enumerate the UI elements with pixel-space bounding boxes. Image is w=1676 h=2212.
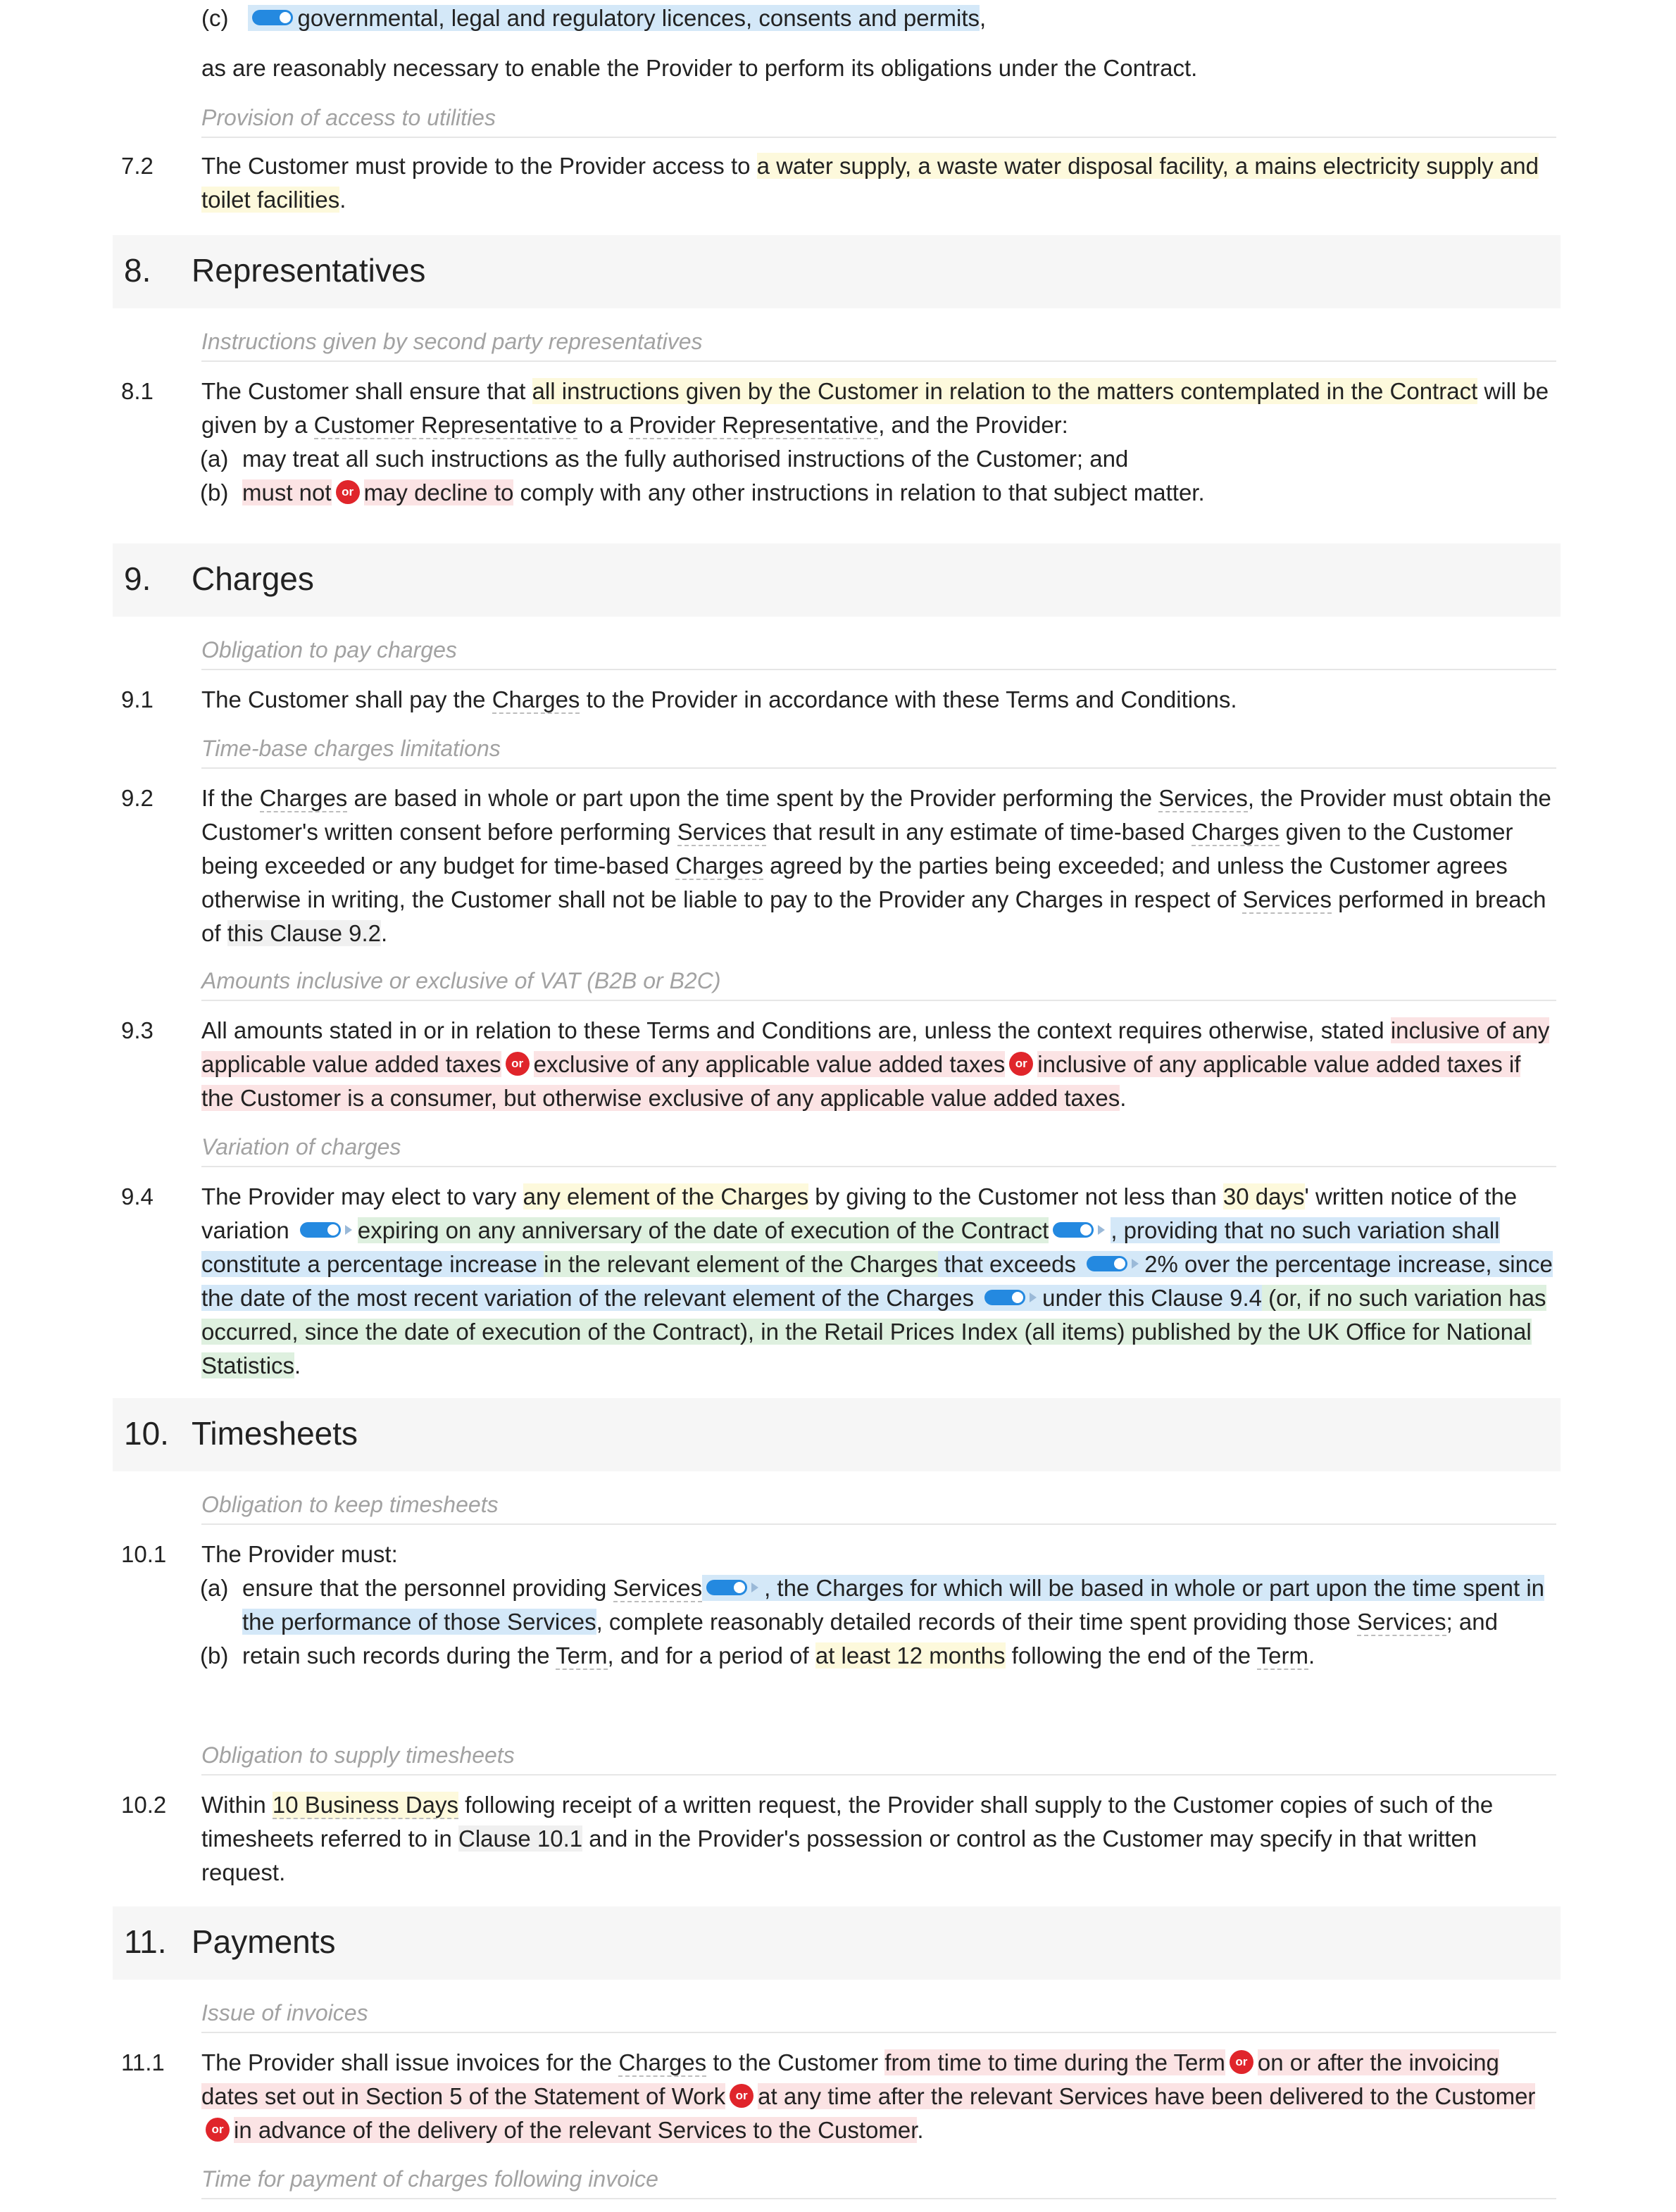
toggle-switch-icon[interactable] [984, 1290, 1025, 1305]
defined-term[interactable]: Services [1242, 886, 1332, 912]
clause-text: . [294, 1352, 301, 1378]
defined-term[interactable]: Charges [259, 785, 348, 811]
section-number: 10. [124, 1415, 169, 1452]
toggle-switch-icon[interactable] [706, 1580, 747, 1595]
clause-text: following receipt of a written request, the Provider shall supply to the Customer copies of such of the timesheets referred to in [201, 1792, 1494, 1852]
clause-text: ' written notice of the variation [201, 1183, 1518, 1243]
section-title: Timesheets [192, 1415, 358, 1452]
editable-highlight[interactable]: a water supply, a waste water disposal facility, a mains electricity supply and toilet facilities [201, 153, 1539, 213]
drafting-note: Amounts inclusive or exclusive of VAT (B2B or B2C) [201, 964, 1556, 1001]
or-badge-icon[interactable]: or [206, 2118, 230, 2142]
clause-10-2 [201, 1788, 1553, 1890]
sub-item-label: (a) [200, 446, 229, 472]
clause-text: to the Provider in accordance with these Terms and Conditions. [580, 686, 1237, 712]
drafting-note: Obligation to pay charges [201, 634, 1556, 670]
clause-9-4 [201, 1180, 1553, 1383]
sub-item-label: (b) [200, 1642, 229, 1669]
clause-7-item-c [201, 1, 986, 35]
or-badge-icon[interactable]: or [1230, 2050, 1253, 2074]
clause-number: 9.3 [121, 1017, 154, 1043]
drafting-note: Obligation to keep timesheets [201, 1488, 1556, 1525]
option-text[interactable]: inclusive of any applicable value added taxes if the Customer is a consumer, but otherwise exclusive of any applicable value added taxes [201, 1051, 1521, 1111]
option-text[interactable]: in advance of the delivery of the relevant Services to the Customer [234, 2117, 918, 2143]
drafting-note: Time-base charges limitations [201, 732, 1556, 769]
toggle-arrow-icon [1030, 1293, 1037, 1302]
punctuation: , [980, 5, 987, 31]
option-text[interactable]: inclusive of any applicable value added taxes [201, 1017, 1550, 1077]
toggle-arrow-icon [1132, 1259, 1139, 1269]
sub-item-text: , and for a period of [607, 1642, 815, 1669]
editable-highlight[interactable]: 30 days [1222, 1183, 1305, 1209]
clause-text: , the Provider must obtain the Customer's written consent before performing [201, 785, 1551, 845]
defined-term[interactable]: Provider Representative [629, 412, 879, 438]
editable-highlight[interactable]: any element of the Charges [523, 1183, 809, 1209]
clause-number: 8.1 [121, 378, 154, 404]
sub-item-text: may treat all such instructions as the fully authorised instructions of the Customer; and [242, 446, 1129, 472]
toggle-switch-icon[interactable] [300, 1222, 341, 1238]
clause-text: The Provider shall issue invoices for the [201, 2049, 619, 2075]
optional-text[interactable]: (or, if no such variation has occurred, since the date of execution of the Contract), in the Retail Prices Index (all items) published by the UK Office for National Statistics [201, 1285, 1546, 1378]
defined-term[interactable]: Charges [492, 686, 580, 712]
clause-text: are based in whole or part upon the time spent by the Provider performing the [347, 785, 1159, 811]
clause-text: to the Customer [706, 2049, 885, 2075]
option-text[interactable]: from time to time during the Term [884, 2049, 1225, 2075]
sub-item-text: . [1308, 1642, 1315, 1669]
optional-text[interactable]: the percentage increase, since the date of the most recent variation of the relevant element of the Charges [201, 1251, 1553, 1311]
section-heading-9 [113, 543, 1561, 617]
sub-item-text: ensure that the personnel providing [242, 1575, 613, 1601]
sub-item-a [200, 1571, 1552, 1639]
cross-reference-link[interactable]: this Clause 9.2 [227, 920, 381, 946]
option-text[interactable]: exclusive of any applicable value added taxes [533, 1051, 1006, 1077]
optional-text[interactable]: under this Clause 9.4 [1042, 1285, 1263, 1311]
clause-text: agreed by the parties being exceeded; and unless the Customer agrees otherwise in writing, the Customer shall not be liable to pay to the Provider any Charges in respect of [201, 853, 1508, 912]
clause-text: The Customer shall ensure that [201, 378, 532, 404]
editable-highlight[interactable]: all instructions given by the Customer in relation to the matters contemplated in the Contract [532, 378, 1478, 404]
defined-term[interactable]: Services [677, 819, 767, 845]
clause-number: 11.1 [121, 2049, 165, 2075]
clause-text: If the [201, 785, 260, 811]
clause-7-tail-text: as are reasonably necessary to enable the Provider to perform its obligations under the Contract. [201, 55, 1198, 81]
toggle-arrow-icon [751, 1583, 758, 1592]
sub-item-text: following the end of the [1005, 1642, 1257, 1669]
clause-text: by giving to the Customer not less than [808, 1183, 1223, 1209]
or-badge-icon[interactable]: or [1009, 1052, 1033, 1076]
section-title: Charges [192, 560, 314, 597]
option-text[interactable]: may decline to [363, 479, 514, 505]
toggle-switch-icon[interactable] [1087, 1256, 1127, 1271]
clause-8-1 [201, 375, 1553, 510]
optional-text[interactable]: expiring on any anniversary of the date of execution of the Contract [357, 1217, 1049, 1243]
sub-item-label: (b) [200, 479, 229, 505]
clause-number: 9.1 [121, 686, 154, 712]
clause-text: given to the Customer being exceeded or any budget for time-based [201, 819, 1513, 879]
drafting-note: Obligation to supply timesheets [201, 1739, 1556, 1776]
drafting-note: Variation of charges [201, 1131, 1556, 1167]
cross-reference-link[interactable]: Clause 10.1 [458, 1825, 583, 1852]
clause-text: The Provider may elect to vary [201, 1183, 523, 1209]
defined-term[interactable]: Charges [675, 853, 764, 879]
sub-item-text: comply with any other instructions in relation to that subject matter. [513, 479, 1205, 505]
defined-term[interactable]: Customer Representative [313, 412, 577, 438]
clause-text: , and the Provider: [878, 412, 1068, 438]
toggle-arrow-icon [345, 1225, 352, 1235]
clause-text: that result in any estimate of time-based [766, 819, 1192, 845]
item-c-text: governmental, legal and regulatory licences, consents and permits [297, 5, 980, 31]
defined-term[interactable]: Services [613, 1575, 703, 1601]
clause-9-1 [201, 683, 1553, 717]
drafting-note-instructions: Instructions given by second party representatives [201, 325, 1556, 362]
toggle-switch-icon[interactable] [252, 10, 293, 25]
or-badge-icon[interactable]: or [506, 1052, 530, 1076]
sub-item-text: retain such records during the [242, 1642, 556, 1669]
clause-number: 9.2 [121, 785, 154, 811]
toggle-arrow-icon [1098, 1225, 1105, 1235]
defined-term[interactable]: Charges [1191, 819, 1280, 845]
clause-text: . [917, 2117, 924, 2143]
sub-item-label: (a) [200, 1575, 229, 1601]
clause-text: The Provider must: [201, 1541, 398, 1567]
section-heading-8 [113, 235, 1561, 308]
defined-term[interactable]: Term [1256, 1642, 1309, 1669]
clause-text: to a [577, 412, 630, 438]
or-badge-icon[interactable]: or [336, 480, 360, 504]
clause-number: 10.2 [121, 1792, 167, 1818]
optional-text[interactable]: , the Charges for which will be based in whole or part upon the time spent in the performance of those Services [242, 1575, 1545, 1635]
defined-term[interactable]: Services [1357, 1609, 1446, 1635]
optional-text[interactable]: in the relevant element of the Charges [544, 1251, 938, 1277]
defined-term[interactable]: Services [1158, 785, 1248, 811]
sub-item-a [200, 442, 1552, 476]
section-number: 8. [124, 252, 151, 289]
clause-9-3 [201, 1014, 1553, 1115]
clause-number: 9.4 [121, 1183, 154, 1209]
clause-text: . [1120, 1085, 1127, 1111]
optional-text[interactable]: , providing that no such variation shall constitute a percentage increase [201, 1217, 1500, 1277]
drafting-note: Time for payment of charges following invoice [201, 2163, 1556, 2199]
defined-term[interactable]: Charges [618, 2049, 707, 2075]
or-badge-icon[interactable]: or [730, 2084, 753, 2108]
section-number: 11. [124, 1923, 167, 1960]
editable-highlight[interactable]: 10 Business Days [272, 1792, 458, 1818]
editable-highlight[interactable]: at least 12 months [815, 1642, 1006, 1669]
clause-text: . [381, 920, 388, 946]
section-title: Representatives [192, 252, 426, 289]
section-heading-10 [113, 1398, 1561, 1471]
clause-text: and in the Provider's possession or control as the Customer may specify in that written request. [201, 1825, 1477, 1885]
sub-item-text: , complete reasonably detailed records of their time spent providing those [596, 1609, 1358, 1635]
optional-text[interactable]: that exceeds [937, 1251, 1083, 1277]
sub-item-text: ; and [1446, 1609, 1498, 1635]
clause-text: Within [201, 1792, 273, 1818]
clause-text: The Customer must provide to the Provider access to [201, 153, 757, 179]
clause-number: 7.2 [121, 153, 154, 179]
clause-text: All amounts stated in or in relation to these Terms and Conditions are, unless the context requires otherwise, stated [201, 1017, 1391, 1043]
clause-text: . [339, 187, 346, 213]
option-text[interactable]: at any time after the relevant Services have been delivered to the Customer [758, 2083, 1536, 2109]
clause-11-1 [201, 2046, 1553, 2147]
section-number: 9. [124, 560, 151, 597]
drafting-note: Issue of invoices [201, 1997, 1556, 2033]
optional-text[interactable]: 2% over [1144, 1251, 1230, 1277]
toggle-switch-icon[interactable] [1053, 1222, 1094, 1238]
clause-7-2 [201, 149, 1553, 217]
sub-item-b [200, 1639, 1552, 1673]
clause-10-1 [201, 1538, 1553, 1673]
clause-9-2 [201, 781, 1553, 950]
clause-text: performed in breach of [201, 886, 1546, 946]
section-heading-11 [113, 1906, 1561, 1980]
item-label: (c) [201, 5, 229, 31]
clause-text: will be given by a [201, 378, 1549, 438]
defined-term[interactable]: Term [556, 1642, 608, 1669]
option-text[interactable]: must not [242, 479, 332, 505]
section-title: Payments [192, 1923, 336, 1960]
clause-number: 10.1 [121, 1541, 167, 1567]
sub-item-b [200, 476, 1552, 510]
drafting-note-utilities: Provision of access to utilities [201, 101, 1556, 138]
clause-text: The Customer shall pay the [201, 686, 492, 712]
option-text[interactable]: on or after the invoicing dates set out in Section 5 of the Statement of Work [201, 2049, 1499, 2109]
